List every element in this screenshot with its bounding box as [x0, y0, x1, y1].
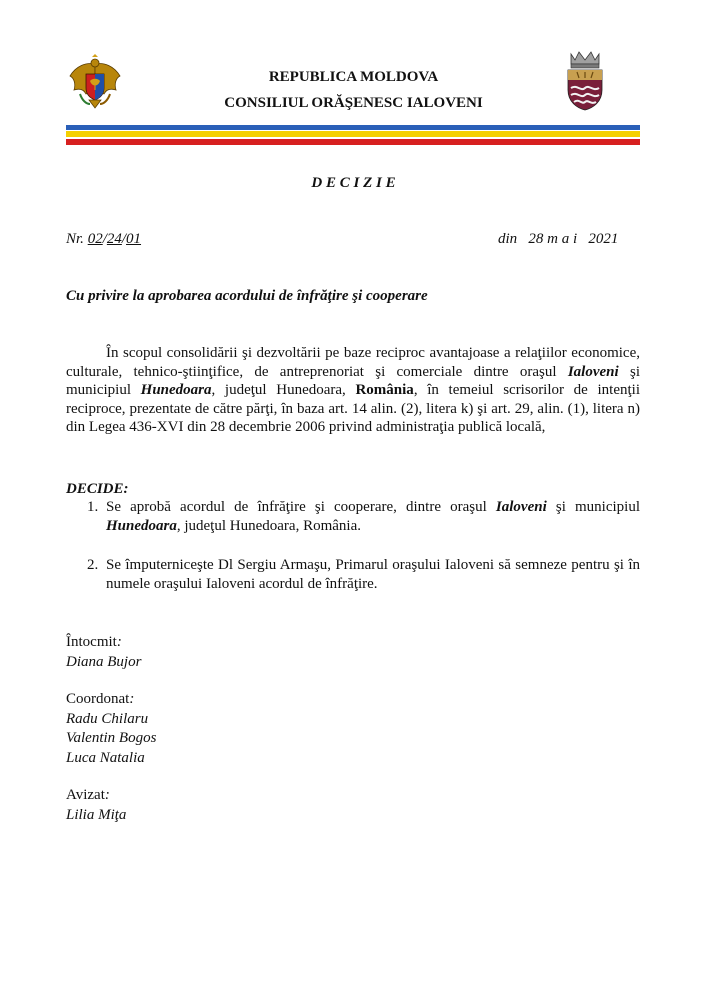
date-year: 2021 — [588, 231, 619, 247]
item-number: 1. — [87, 499, 99, 515]
decide-label: DECIDE: — [66, 481, 129, 497]
date-month: m a i — [547, 231, 578, 247]
number-prefix: Nr. — [66, 231, 84, 247]
prepared-label: Întocmit — [66, 634, 117, 650]
prepared-name: Diana Bujor — [66, 653, 142, 670]
decision-item-2 — [0, 556, 707, 596]
coordinated-colon: : — [129, 691, 135, 707]
signature-endorsed — [66, 786, 126, 825]
stripe-red — [66, 139, 640, 145]
coordinated-name: Luca Natalia — [66, 749, 145, 766]
number-part1: 02 — [87, 231, 103, 247]
stripe-blue — [66, 125, 640, 130]
town-hunedoara: Hunedoara — [106, 517, 177, 534]
doc-type: D E C I Z I E — [311, 175, 396, 191]
item-text: şi municipiul — [546, 499, 640, 515]
item-text: , judeţul Hunedoara, România. — [176, 517, 361, 534]
date-prefix: din — [498, 231, 518, 247]
preamble-paragraph — [66, 344, 640, 437]
decision-item-1 — [0, 498, 707, 538]
number-part3: 01 — [126, 231, 142, 247]
number-sep2: / — [121, 231, 127, 247]
header-council: CONSILIUL ORĂŞENESC IALOVENI — [224, 95, 483, 111]
preamble-text-1: În scopul consolidării şi dezvoltării pe baze reciproc avantajoase a relaţiilor economice, culturale, tehnico-ştiinţifice, de antreprenoriat şi comerciale dintre oraşul — [66, 345, 640, 380]
item-text: Se împuterniceşte Dl Sergiu Armaşu, Primarul oraşului Ialoveni să semneze pentru şi în numele oraşului Ialoveni acordul de înfrăţire. — [106, 557, 640, 592]
town-hunedoara: Hunedoara — [140, 382, 212, 399]
town-ialoveni: Ialoveni — [567, 363, 619, 380]
coordinated-name: Valentin Bogos — [66, 730, 157, 746]
item-text: Se aprobă acordul de înfrăţire şi cooperare, dintre oraşul — [106, 499, 496, 515]
decision-number — [66, 231, 141, 248]
town-ialoveni: Ialoveni — [495, 499, 547, 515]
stripe-yellow — [66, 131, 640, 137]
date-day: 28 — [528, 231, 544, 247]
preamble-text-4: , în temeiul scrisorilor de intenţii reciproce, prezentate de către părţi, în baza art. 14 alin. (2), litera k) şi art. 29, alin. (1), litera n) din Legea 436-XVI din 28 decembrie 2006 privind administraţia publică locală, — [66, 382, 640, 436]
preamble-text-3: , judeţul Hunedoara, — [211, 382, 356, 399]
number-sep1: / — [102, 231, 107, 247]
decision-date — [498, 231, 618, 248]
endorsed-label: Avizat — [66, 787, 105, 803]
signature-coordinated — [66, 690, 156, 768]
endorsed-colon: : — [104, 787, 110, 803]
endorsed-name: Lilia Miţa — [66, 806, 127, 823]
number-part2: 24 — [106, 231, 122, 247]
item-number: 2. — [87, 557, 99, 573]
country-romania: România — [355, 382, 414, 399]
coordinated-label: Coordonat — [66, 691, 130, 707]
preamble-text-2: şi municipiul — [66, 363, 640, 399]
coordinated-name: Radu Chilaru — [66, 710, 149, 727]
header-country: REPUBLICA MOLDOVA — [268, 69, 439, 85]
prepared-colon: : — [116, 634, 122, 650]
signature-prepared — [66, 633, 141, 672]
subject-title: Cu privire la aprobarea acordului de înfrăţire şi cooperare — [66, 288, 428, 304]
